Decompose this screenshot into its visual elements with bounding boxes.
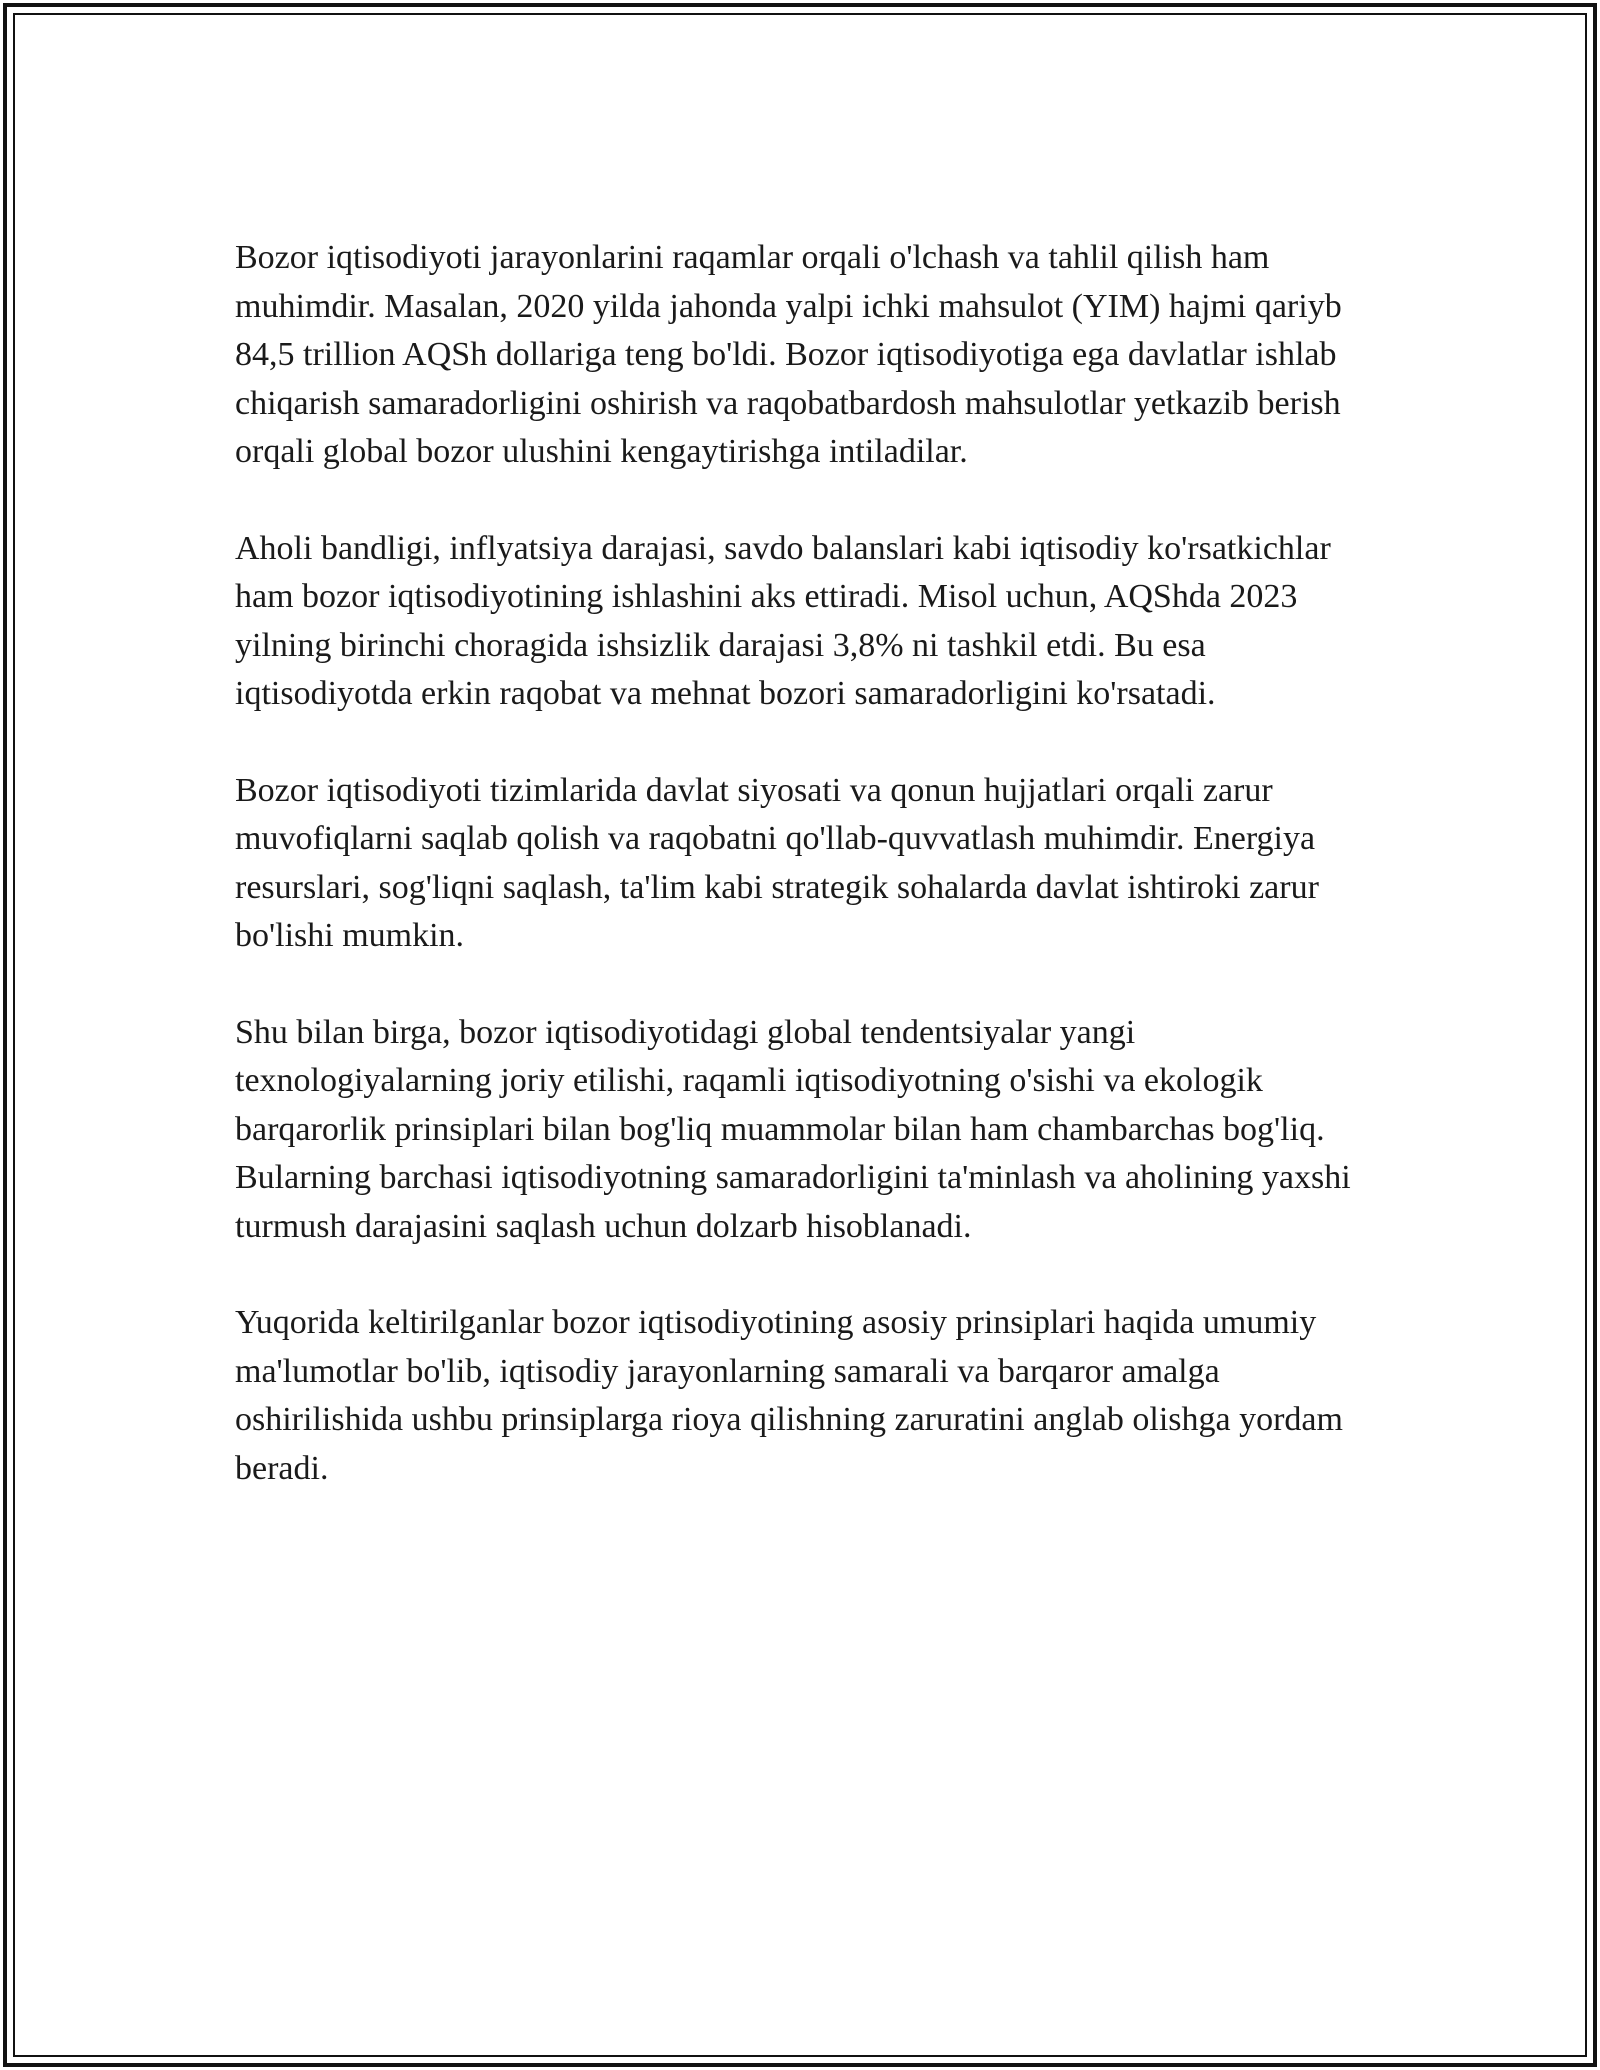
document-body [235,234,1365,1541]
paragraph-global-trends: Shu bilan birga, bozor iqtisodiyotidagi global tendentsiyalar yangi texnologiyalarning joriy etilishi, raqamli iqtisodiyotning o'sishi va ekologik barqarorlik prinsiplari bilan bog'liq muammolar bilan ham chambarchas bog'liq. Bularning barchasi iqtisodiyotning samaradorligini ta'minlash va aholining yaxshi turmush darajasini saqlash uchun dolzarb hisoblanadi. [235,1013,1351,1245]
paragraph-conclusion: Yuqorida keltirilganlar bozor iqtisodiyotining asosiy prinsiplari haqida umumiy ma'lumotlar bo'lib, iqtisodiy jarayonlarning samarali va barqaror amalga oshirilishida ushbu prinsiplarga rioya qilishning zaruratini anglab olishga yordam beradi. [235,1304,1343,1487]
paragraph-market-measurement: Bozor iqtisodiyoti jarayonlarini raqamlar orqali o'lchash va tahlil qilish ham muhimdir. Masalan, 2020 yilda jahonda yalpi ichki mahsulot (YIM) hajmi qariyb 84,5 trillion AQSh dollariga teng bo'ldi. Bozor iqtisodiyotiga ega davlatlar ishlab chiqarish samaradorligini oshirish va raqobatbardosh mahsulotlar yetkazib berish orqali global bozor ulushini kengaytirishga intiladilar. [235,239,1342,470]
paragraph-state-policy: Bozor iqtisodiyoti tizimlarida davlat siyosati va qonun hujjatlari orqali zarur muvofiqlarni saqlab qolish va raqobatni qo'llab-quvvatlash muhimdir. Energiya resurslari, sog'liqni saqlash, ta'lim kabi strategik sohalarda davlat ishtiroki zarur bo'lishi mumkin. [235,771,1319,954]
paragraph-economic-indicators: Aholi bandligi, inflyatsiya darajasi, savdo balanslari kabi iqtisodiy ko'rsatkichlar ham bozor iqtisodiyotining ishlashini aks ettiradi. Misol uchun, AQShda 2023 yilning birinchi choragida ishsizlik darajasi 3,8% ni tashkil etdi. Bu esa iqtisodiyotda erkin raqobat va mehnat bozori samaradorligini ko'rsatadi. [235,529,1331,712]
